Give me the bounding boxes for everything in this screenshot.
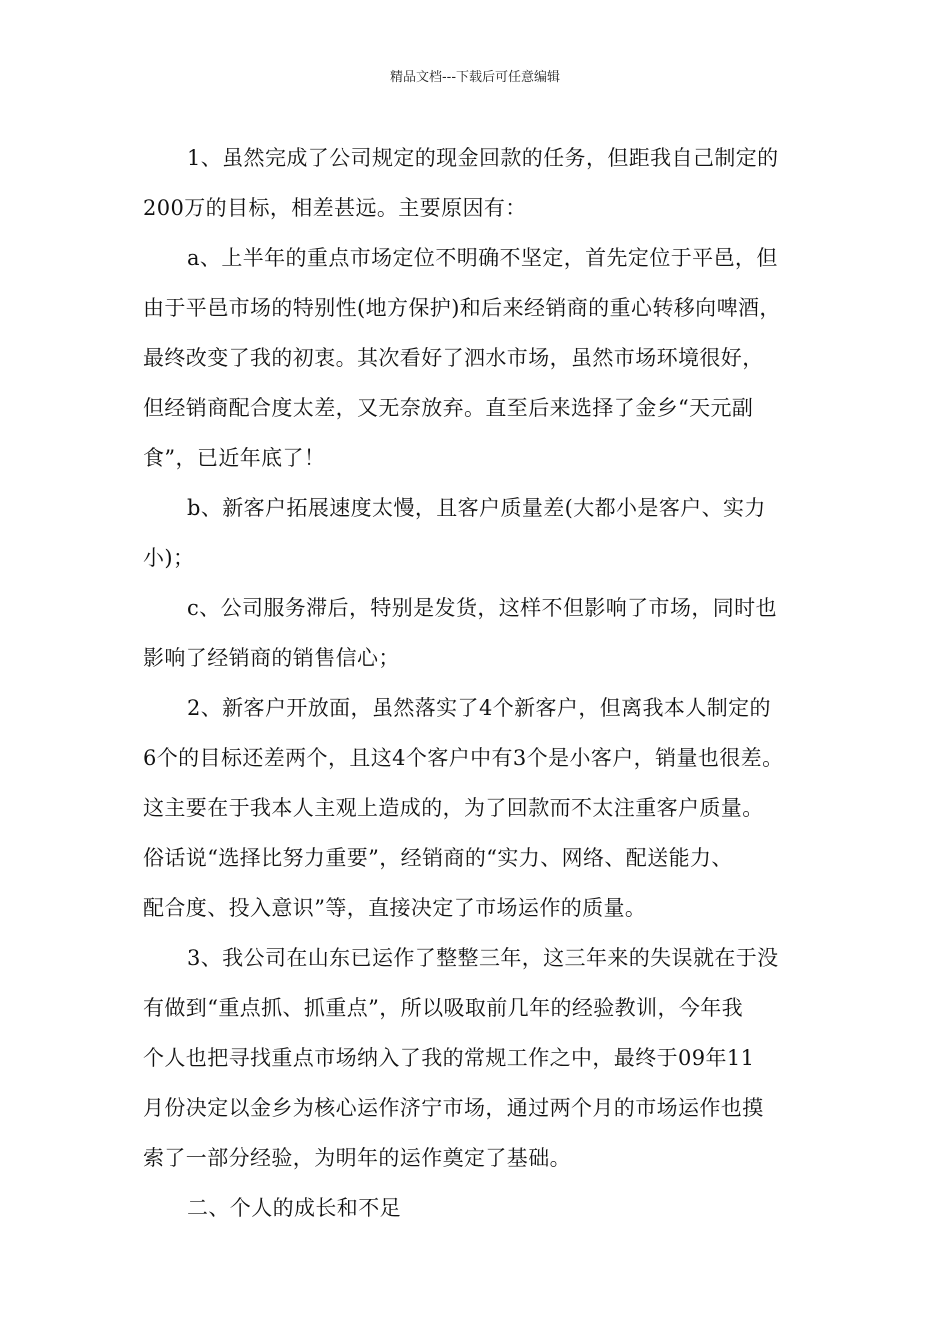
body-line: 3、我公司在山东已运作了整整三年，这三年来的失误就在于没 xyxy=(187,946,779,970)
body-line: 最终改变了我的初衷。其次看好了泗水市场，虽然市场环境很好， xyxy=(143,346,764,370)
body-line: 200万的目标，相差甚远。主要原因有： xyxy=(143,196,527,220)
body-line: 有做到“重点抓、抓重点”，所以吸取前几年的经验教训，今年我 xyxy=(143,996,744,1020)
body-line: 6个的目标还差两个，且这4个客户中有3个是小客户，销量也很差。 xyxy=(143,746,784,770)
body-line: 配合度、投入意识”等，直接决定了市场运作的质量。 xyxy=(143,896,647,920)
body-line: b、新客户拓展速度太慢，且客户质量差(大都小是客户、实力 xyxy=(187,496,766,520)
body-line: 索了一部分经验，为明年的运作奠定了基础。 xyxy=(143,1146,571,1170)
body-line: 食”，已近年底了！ xyxy=(143,446,326,470)
page-header: 精品文档---下载后可任意编辑 xyxy=(389,70,561,85)
document-body xyxy=(143,133,815,1233)
body-line: 俗话说“选择比努力重要”，经销商的“实力、网络、配送能力、 xyxy=(143,846,733,870)
body-line: 个人也把寻找重点市场纳入了我的常规工作之中，最终于09年11 xyxy=(143,1046,755,1070)
body-line: c、公司服务滞后，特别是发货，这样不但影响了市场，同时也 xyxy=(187,596,777,620)
body-line: 1、虽然完成了公司规定的现金回款的任务，但距我自己制定的 xyxy=(187,146,779,170)
section-heading: 二、个人的成长和不足 xyxy=(187,1196,401,1220)
body-line: 由于平邑市场的特别性(地方保护)和后来经销商的重心转移向啤酒， xyxy=(143,296,781,320)
body-line: a、上半年的重点市场定位不明确不坚定，首先定位于平邑，但 xyxy=(187,246,778,270)
body-line: 但经销商配合度太差，又无奈放弃。直至后来选择了金乡“天元副 xyxy=(143,396,754,420)
body-line: 小)； xyxy=(143,546,195,570)
body-line: 月份决定以金乡为核心运作济宁市场，通过两个月的市场运作也摸 xyxy=(143,1096,764,1120)
body-line: 这主要在于我本人主观上造成的，为了回款而不太注重客户质量。 xyxy=(143,796,764,820)
body-line: 影响了经销商的销售信心； xyxy=(143,646,400,670)
body-line: 2、新客户开放面，虽然落实了4个新客户，但离我本人制定的 xyxy=(187,696,771,720)
